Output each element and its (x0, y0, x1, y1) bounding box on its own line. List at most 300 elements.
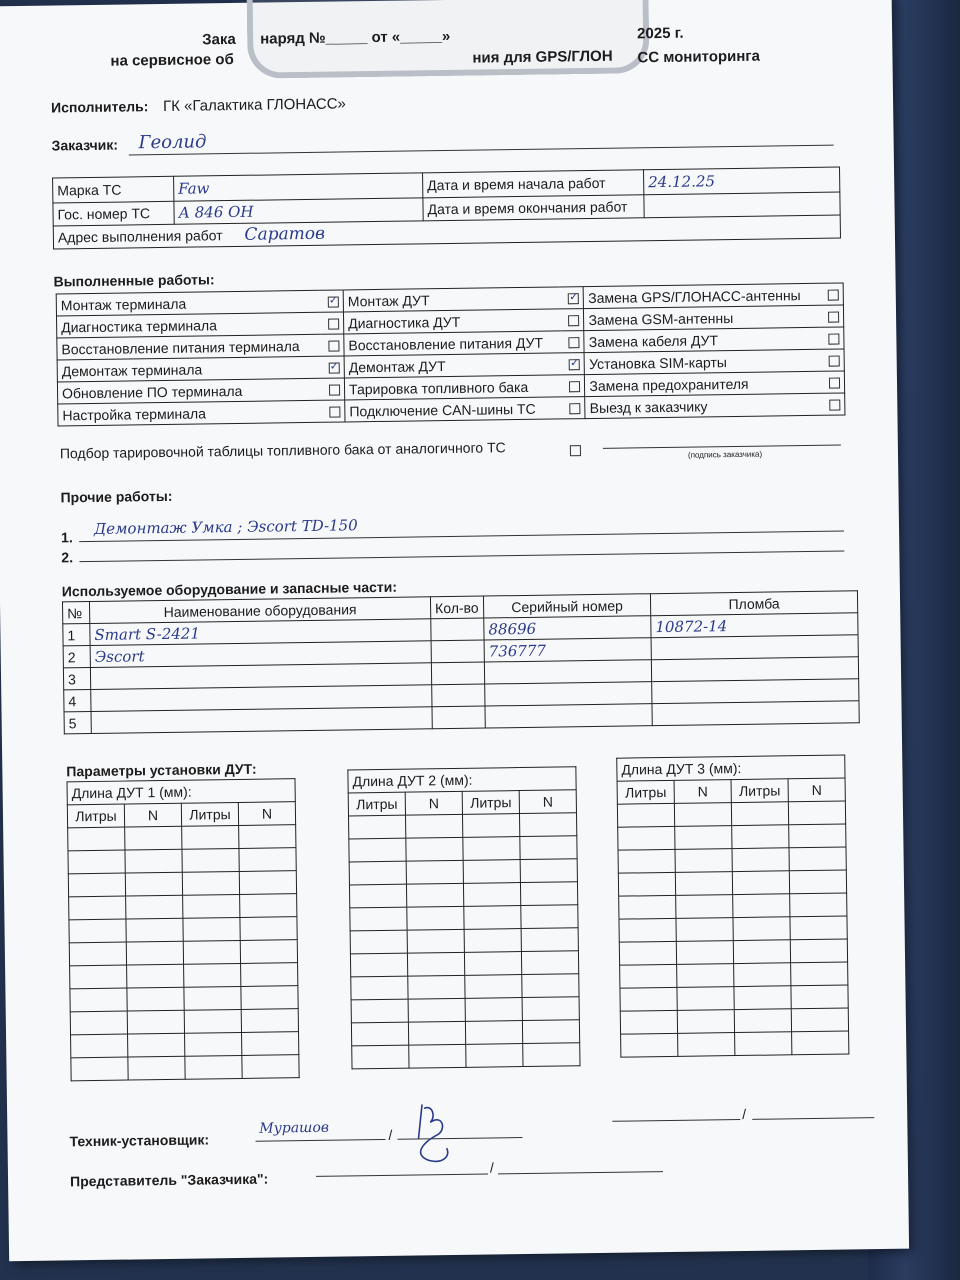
end-label: Дата и время окончания работ (423, 195, 644, 221)
other-item-2-num: 2. (61, 549, 74, 566)
work-item-cell (320, 312, 344, 334)
work-item-checkbox[interactable] (328, 319, 339, 330)
dut-cell[interactable] (182, 848, 239, 872)
dut-cell[interactable] (677, 987, 734, 1011)
dut-cell[interactable] (351, 999, 408, 1023)
work-item-label: Монтаж терминала (56, 290, 320, 316)
work-item-checkbox[interactable] (570, 403, 581, 414)
dut-row (350, 951, 578, 977)
dut-cell[interactable] (733, 940, 790, 964)
customer-line (129, 145, 834, 156)
dut-cell[interactable] (183, 894, 240, 918)
dut-row (349, 813, 577, 839)
work-item-cell (320, 334, 344, 356)
dut-cell[interactable] (522, 1020, 579, 1044)
dut-cell[interactable] (350, 930, 407, 954)
dut-cell[interactable] (128, 1056, 185, 1080)
dut-cell[interactable] (619, 895, 676, 919)
equip-seal (651, 635, 858, 660)
equip-num: 4 (64, 690, 91, 712)
calibration-label: Подбор тарировочной таблицы топливного бака от аналогичного ТС (59, 439, 506, 462)
dut-cell[interactable] (674, 803, 731, 827)
dut-table (616, 754, 849, 1057)
dut-cell[interactable] (183, 940, 240, 964)
vehicle-table (52, 167, 841, 250)
dut-cell[interactable] (677, 1010, 734, 1034)
dut-cell[interactable] (352, 1045, 409, 1069)
work-item-cell (321, 400, 345, 422)
work-item-checkbox[interactable] (829, 356, 840, 367)
dut-cell[interactable] (349, 838, 406, 862)
dut-cell[interactable] (349, 861, 406, 885)
dut-row (618, 870, 846, 896)
dut-cell[interactable] (125, 872, 182, 896)
work-item-cell (820, 327, 844, 349)
equip-qty (432, 684, 485, 707)
work-item-checkbox[interactable] (569, 359, 580, 370)
dut-cell[interactable] (239, 848, 296, 872)
equipment-table (62, 590, 860, 734)
dut-row (70, 1009, 298, 1035)
subtitle-right: ния для GPS/ГЛОН (472, 47, 613, 67)
subtitle-end: СС мониторинга (637, 47, 761, 67)
dut-cell[interactable] (351, 976, 408, 1000)
customer-signature-line (603, 445, 841, 449)
signature-caption: (подпись заказчика) (687, 449, 763, 460)
dut-row (71, 1032, 299, 1058)
dut-cell[interactable] (407, 952, 464, 976)
dut-cell[interactable] (465, 998, 522, 1022)
equipment-title: Используемое оборудование и запасные части: (61, 578, 398, 600)
end-value (644, 192, 840, 218)
dut-cell[interactable] (521, 928, 578, 952)
work-item-cell (560, 287, 584, 309)
equip-num: 3 (63, 668, 90, 690)
customer-value: Геолид (138, 131, 207, 154)
order-title: наряд №_____ от «_____» (260, 27, 451, 48)
dut-cell[interactable] (407, 929, 464, 953)
dut-cell[interactable] (182, 825, 239, 849)
dut-col-header: N (788, 778, 845, 802)
tech-name: Мурашов (259, 1119, 330, 1137)
equip-header-serial: Серийный номер (483, 594, 650, 618)
dut-cell[interactable] (69, 896, 126, 920)
work-item-checkbox[interactable] (328, 341, 339, 352)
equip-qty (431, 618, 484, 641)
dut-cell[interactable] (125, 826, 182, 850)
dut-cell[interactable] (125, 849, 182, 873)
dut-cell[interactable] (242, 1032, 299, 1056)
dut-cell[interactable] (185, 1055, 242, 1079)
dut-cell[interactable] (789, 847, 846, 871)
equip-serial (485, 704, 652, 728)
work-item-label: Подключение CAN-шины ТС (345, 397, 562, 422)
dut-row (68, 825, 296, 851)
other-title: Прочие работы: (60, 487, 173, 506)
work-item-cell (321, 356, 345, 378)
dut-col-header: Литры (462, 791, 519, 815)
dut-cell[interactable] (676, 941, 733, 965)
work-item-label: Восстановление питания терминала (57, 334, 321, 360)
dut-cell[interactable] (406, 860, 463, 884)
dut-cell[interactable] (676, 895, 733, 919)
dut-cell[interactable] (792, 1031, 849, 1055)
work-item-label: Замена GPS/ГЛОНАСС-антенны (584, 283, 820, 308)
order-title-left: Зака (202, 30, 236, 49)
equip-header-num: № (62, 602, 89, 624)
work-item-label: Настройка терминала (58, 400, 322, 426)
dut-table (66, 778, 299, 1081)
dut-cell[interactable] (349, 884, 406, 908)
dut-cell[interactable] (790, 893, 847, 917)
dut-cell[interactable] (520, 836, 577, 860)
dut-cell[interactable] (734, 986, 791, 1010)
dut-cell[interactable] (183, 917, 240, 941)
work-item-label: Диагностика терминала (56, 312, 320, 338)
dut-cell[interactable] (68, 827, 125, 851)
dut-row (69, 917, 297, 943)
order-year: 2025 г. (636, 24, 684, 43)
dut-col-header: N (238, 802, 295, 826)
dut-cell[interactable] (126, 918, 183, 942)
work-item-cell (561, 331, 585, 353)
address-value: Саратов (244, 223, 326, 245)
work-item-label: Демонтаж ДУТ (344, 353, 561, 378)
dut-col-header: N (405, 791, 462, 815)
dut-cell[interactable] (351, 1022, 408, 1046)
work-item-checkbox[interactable] (329, 363, 340, 374)
other-item-1-num: 1. (60, 529, 73, 546)
dut-cell[interactable] (618, 849, 675, 873)
dut-cell[interactable] (127, 987, 184, 1011)
work-item-label: Диагностика ДУТ (343, 309, 560, 334)
customer-rep-line-2 (498, 1171, 663, 1174)
dut-cell[interactable] (621, 1033, 678, 1057)
dut-row (350, 905, 578, 931)
plate-label: Гос. номер ТС (53, 201, 174, 226)
calibration-checkbox[interactable] (570, 445, 581, 456)
dut-cell[interactable] (126, 895, 183, 919)
dut-cell[interactable] (127, 964, 184, 988)
dut-cell[interactable] (791, 1008, 848, 1032)
dut-cell[interactable] (407, 906, 464, 930)
dut-cell[interactable] (128, 1033, 185, 1057)
dut-cell[interactable] (465, 975, 522, 999)
dut-cell[interactable] (732, 848, 789, 872)
dut-cell[interactable] (126, 941, 183, 965)
dut-row (350, 928, 578, 954)
equip-name (91, 707, 432, 734)
dut-cell[interactable] (70, 965, 127, 989)
equip-num: 1 (63, 624, 90, 646)
work-item-checkbox[interactable] (828, 334, 839, 345)
dut-cell[interactable] (462, 814, 519, 838)
dut-cell[interactable] (733, 894, 790, 918)
dut-table-title: Длина ДУТ 1 (мм): (67, 779, 295, 805)
dut-cell[interactable] (463, 860, 520, 884)
work-item-cell (320, 290, 344, 312)
customer-rep-label: Представитель "Заказчика": (69, 1170, 269, 1190)
dut-col-header: Литры (348, 792, 405, 816)
dut-title: Параметры установки ДУТ: (66, 760, 257, 780)
dut-cell[interactable] (69, 942, 126, 966)
dut-cell[interactable] (241, 986, 298, 1010)
work-item-label: Установка SIM-карты (584, 349, 820, 374)
dut-row (621, 1031, 849, 1057)
dut-cell[interactable] (789, 870, 846, 894)
dut-cell[interactable] (241, 1009, 298, 1033)
dut-cell[interactable] (676, 918, 733, 942)
dut-cell[interactable] (675, 849, 732, 873)
work-item-checkbox[interactable] (329, 407, 340, 418)
dut-col-header: Литры (181, 802, 238, 826)
plate-value: А 846 ОН (174, 198, 423, 224)
dut-cell[interactable] (466, 1044, 523, 1068)
dut-cell[interactable] (734, 963, 791, 987)
dut-cell[interactable] (620, 1010, 677, 1034)
dut-row (349, 859, 577, 885)
dut-cell[interactable] (241, 963, 298, 987)
dut-row (70, 986, 298, 1012)
start-label: Дата и время начала работ (423, 170, 644, 198)
equip-serial (484, 660, 651, 684)
work-item-cell (820, 305, 844, 327)
work-item-checkbox[interactable] (569, 381, 580, 392)
dut-cell[interactable] (184, 986, 241, 1010)
work-item-cell (821, 393, 845, 415)
dut-cell[interactable] (522, 997, 579, 1021)
work-item-label: Замена кабеля ДУТ (584, 327, 820, 352)
dut-row (351, 1020, 579, 1046)
dut-cell[interactable] (790, 939, 847, 963)
work-item-cell (561, 375, 585, 397)
dut-row (68, 848, 296, 874)
equip-serial: 88696 (484, 616, 651, 640)
work-item-label: Обновление ПО терминала (57, 378, 321, 404)
dut-cell[interactable] (68, 850, 125, 874)
dut-cell[interactable] (240, 940, 297, 964)
customer-label: Заказчик: (51, 136, 119, 154)
dut-row (69, 894, 297, 920)
dut-row (351, 997, 579, 1023)
dut-cell[interactable] (523, 1043, 580, 1067)
dut-cell[interactable] (732, 825, 789, 849)
dut-row (68, 871, 296, 897)
dut-row (70, 963, 298, 989)
executor-label: Исполнитель: (50, 98, 149, 116)
equip-name: Эscort (90, 641, 431, 668)
dut-row (349, 882, 577, 908)
dut-cell[interactable] (71, 1034, 128, 1058)
dut-cell[interactable] (677, 964, 734, 988)
equip-qty (432, 706, 485, 729)
dut-cell[interactable] (733, 917, 790, 941)
dut-col-header: N (674, 780, 731, 804)
dut-cell[interactable] (788, 801, 845, 825)
dut-cell[interactable] (240, 917, 297, 941)
dut-cell[interactable] (70, 1011, 127, 1035)
dut-row (351, 974, 579, 1000)
dut-cell[interactable] (185, 1032, 242, 1056)
dut-cell[interactable] (350, 907, 407, 931)
dut-cell[interactable] (406, 883, 463, 907)
dut-cell[interactable] (521, 905, 578, 929)
equip-seal (652, 701, 859, 726)
dut-cell[interactable] (184, 1009, 241, 1033)
brand-label: Марка ТС (53, 176, 174, 203)
dut-cell[interactable] (620, 964, 677, 988)
dut-cell[interactable] (790, 916, 847, 940)
other-line-2 (79, 550, 844, 562)
dut-cell[interactable] (406, 837, 463, 861)
dut-cell[interactable] (675, 826, 732, 850)
equip-seal (651, 657, 858, 682)
works-title: Выполненные работы: (53, 271, 215, 290)
dut-cell[interactable] (522, 974, 579, 998)
tech-slash: / (388, 1126, 393, 1143)
dut-table (347, 766, 580, 1069)
equip-serial (485, 682, 652, 706)
address-label: Адрес выполнения работ (57, 227, 223, 246)
dut-cell[interactable] (463, 837, 520, 861)
dut-cell[interactable] (409, 1044, 466, 1068)
extra-sign-line-1 (612, 1119, 740, 1122)
dut-col-header: N (124, 803, 181, 827)
subtitle-left: на сервисное об (110, 50, 234, 70)
executor-value: ГК «Галактика ГЛОНАСС» (162, 95, 346, 115)
dut-row (620, 962, 848, 988)
dut-cell[interactable] (408, 1021, 465, 1045)
dut-cell[interactable] (465, 1021, 522, 1045)
dut-cell[interactable] (408, 998, 465, 1022)
work-item-label: Выезд к заказчику (585, 393, 821, 418)
dut-cell[interactable] (127, 1010, 184, 1034)
dut-cell[interactable] (520, 882, 577, 906)
dut-cell[interactable] (239, 871, 296, 895)
dut-cell[interactable] (463, 883, 520, 907)
dut-table-title: Длина ДУТ 2 (мм): (348, 767, 576, 793)
dut-row (619, 893, 847, 919)
dut-cell[interactable] (184, 963, 241, 987)
dut-cell[interactable] (405, 814, 462, 838)
work-item-checkbox[interactable] (829, 378, 840, 389)
dut-row (71, 1055, 299, 1081)
other-item-1-text: Демонтаж Умка ; Эscort TD-150 (93, 516, 358, 538)
equip-seal: 10872-14 (651, 613, 858, 638)
work-item-checkbox[interactable] (828, 290, 839, 301)
dut-cell[interactable] (71, 1057, 128, 1081)
work-item-checkbox[interactable] (329, 385, 340, 396)
start-value: 24.12.25 (644, 167, 840, 195)
dut-cell[interactable] (675, 872, 732, 896)
brand-value: Faw (174, 173, 423, 201)
equip-name: Smart S-2421 (90, 619, 431, 646)
dut-cell[interactable] (464, 929, 521, 953)
equip-qty (431, 640, 484, 663)
dut-cell[interactable] (520, 859, 577, 883)
work-item-label: Восстановление питания ДУТ (344, 331, 561, 356)
works-table (56, 282, 846, 426)
dut-cell[interactable] (464, 906, 521, 930)
dut-row (617, 801, 845, 827)
dut-cell[interactable] (618, 826, 675, 850)
work-item-label: Демонтаж терминала (57, 356, 321, 382)
dut-cell[interactable] (735, 1032, 792, 1056)
dut-cell[interactable] (242, 1055, 299, 1079)
dut-col-header: N (519, 790, 576, 814)
dut-cell[interactable] (519, 813, 576, 837)
work-item-cell (560, 309, 584, 331)
customer-rep-line-1 (316, 1174, 488, 1177)
work-item-label: Монтаж ДУТ (343, 287, 560, 312)
dut-row (619, 916, 847, 942)
work-item-label: Замена GSM-антенны (584, 305, 820, 330)
dut-cell[interactable] (521, 951, 578, 975)
equip-seal (652, 679, 859, 704)
work-item-cell (561, 353, 585, 375)
equip-header-name: Наименование оборудования (89, 597, 430, 624)
dut-row (618, 824, 846, 850)
dut-cell[interactable] (620, 987, 677, 1011)
dut-cell[interactable] (617, 803, 674, 827)
dut-cell[interactable] (791, 985, 848, 1009)
dut-row (69, 940, 297, 966)
work-item-checkbox[interactable] (828, 312, 839, 323)
work-item-checkbox[interactable] (568, 293, 579, 304)
dut-cell[interactable] (68, 873, 125, 897)
work-item-cell (820, 283, 844, 305)
dut-cell[interactable] (240, 894, 297, 918)
extra-sign-line-2 (752, 1117, 874, 1120)
dut-row (620, 1008, 848, 1034)
dut-cell[interactable] (618, 872, 675, 896)
dut-cell[interactable] (182, 871, 239, 895)
dut-cell[interactable] (350, 953, 407, 977)
dut-cell[interactable] (731, 802, 788, 826)
extra-slash: / (742, 1105, 747, 1122)
dut-cell[interactable] (678, 1033, 735, 1057)
dut-cell[interactable] (408, 975, 465, 999)
dut-cell[interactable] (70, 988, 127, 1012)
equip-header-seal: Пломба (650, 591, 857, 616)
dut-cell[interactable] (732, 871, 789, 895)
dut-cell[interactable] (734, 1009, 791, 1033)
dut-col-header: Литры (731, 779, 788, 803)
dut-cell[interactable] (239, 825, 296, 849)
tech-label: Техник-установщик: (69, 1131, 210, 1150)
work-item-checkbox[interactable] (328, 297, 339, 308)
work-item-checkbox[interactable] (829, 400, 840, 411)
equip-header-qty: Кол-во (430, 596, 483, 619)
dut-cell[interactable] (619, 941, 676, 965)
work-item-checkbox[interactable] (568, 315, 579, 326)
work-item-cell (562, 397, 586, 419)
work-item-label: Тарировка топливного бака (344, 375, 561, 400)
work-item-cell (821, 371, 845, 393)
equip-num: 2 (63, 646, 90, 668)
dut-cell[interactable] (789, 824, 846, 848)
dut-cell[interactable] (69, 919, 126, 943)
dut-cell[interactable] (349, 815, 406, 839)
dut-cell[interactable] (791, 962, 848, 986)
work-item-checkbox[interactable] (569, 337, 580, 348)
tech-name-line (256, 1139, 386, 1142)
dut-cell[interactable] (619, 918, 676, 942)
dut-col-header: Литры (617, 780, 674, 804)
dut-cell[interactable] (464, 952, 521, 976)
equip-serial: 736777 (484, 638, 651, 662)
dut-col-header: Литры (67, 804, 124, 828)
